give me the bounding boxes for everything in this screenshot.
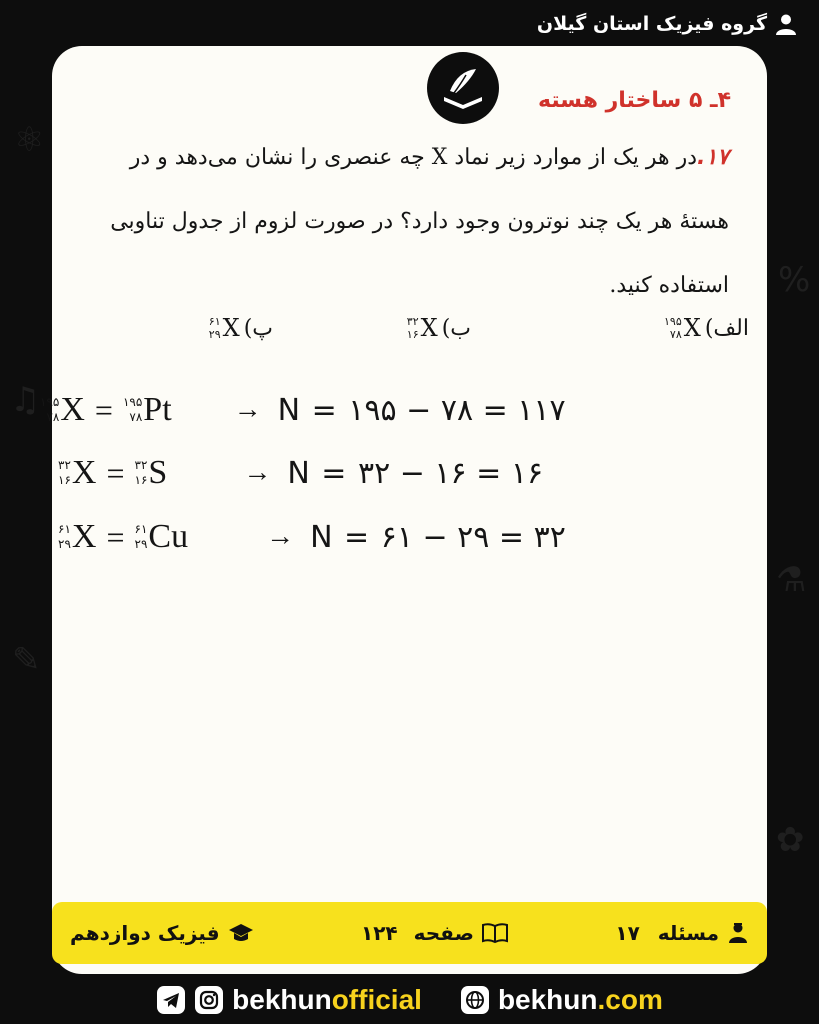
handle-accent: official xyxy=(331,984,422,1015)
arrow-icon: → xyxy=(266,521,295,552)
mass-number: ۶۱ xyxy=(208,315,221,328)
content-card xyxy=(40,46,767,974)
telegram-icon[interactable] xyxy=(156,985,186,1015)
page-label: صفحه xyxy=(413,921,474,945)
option-label: الف) xyxy=(704,315,749,341)
site-accent: .com xyxy=(597,984,663,1015)
option-label: پ) xyxy=(243,315,273,341)
nuclide-notation xyxy=(209,314,240,342)
solution-row xyxy=(58,454,543,492)
arrow-icon: → xyxy=(243,457,272,488)
background-doodle: ⚗ xyxy=(776,560,807,600)
neutron-expression: N = ۱۹۵ − ۷۸ = ۱۱۷ xyxy=(277,392,566,428)
footer-bar xyxy=(52,902,767,964)
background-doodle: ♫ xyxy=(10,380,41,420)
element-symbol: X xyxy=(71,518,97,555)
page-number: ۱۲۴ xyxy=(361,921,398,945)
option-alef xyxy=(664,314,749,342)
question-text xyxy=(89,126,729,318)
atomic-number: ۲۹ xyxy=(208,328,221,341)
option-be xyxy=(407,314,471,342)
atomic-number: ۲۹ xyxy=(134,537,148,551)
element-symbol: X xyxy=(420,314,438,342)
social-handle[interactable] xyxy=(156,984,422,1016)
instagram-icon[interactable] xyxy=(194,985,224,1015)
atomic-number: ۷۸ xyxy=(129,410,143,424)
mass-number: ۳۲ xyxy=(58,458,71,472)
social-bar xyxy=(0,980,819,1020)
atomic-number: ۷۸ xyxy=(46,410,60,424)
option-pe xyxy=(209,314,273,342)
mass-number: ۱۹۵ xyxy=(664,315,682,328)
book-info xyxy=(70,921,254,945)
element-symbol: X xyxy=(222,314,240,342)
mass-number: ۱۹۵ xyxy=(40,395,60,409)
site-main: bekhun xyxy=(497,984,598,1015)
question-number: ۱۷. xyxy=(697,145,729,170)
bekhun-logo-icon xyxy=(427,52,499,124)
equals-sign: = xyxy=(106,518,125,555)
element-symbol: X xyxy=(71,454,97,491)
handle-main: bekhun xyxy=(232,984,332,1015)
atomic-number: ۱۶ xyxy=(406,328,419,341)
mass-number: ۶۱ xyxy=(134,522,148,536)
solution-row xyxy=(58,518,566,556)
nuclide-notation xyxy=(664,314,701,342)
mass-number: ۳۲ xyxy=(406,315,419,328)
option-label: ب) xyxy=(441,315,471,341)
element-symbol: Pt xyxy=(143,391,172,428)
neutron-expression: N = ۳۲ − ۱۶ = ۱۶ xyxy=(287,455,544,491)
book-title: فیزیک دوازدهم xyxy=(70,921,220,945)
question-body: در هر یک از موارد زیر نماد X چه عنصری را نشان می‌دهد و در هستهٔ هر یک چند نوترون وجود دارد؟ در صورت لزوم از جدول تناوبی استفاده کنید. xyxy=(110,145,729,298)
equals-sign: = xyxy=(106,454,125,491)
background-doodle: % xyxy=(778,260,811,300)
mass-number: ۶۱ xyxy=(58,522,71,536)
equals-sign: = xyxy=(94,391,113,428)
atomic-number: ۱۶ xyxy=(58,473,71,487)
globe-icon xyxy=(460,985,490,1015)
element-symbol: S xyxy=(148,454,168,491)
user-icon xyxy=(775,13,797,35)
element-symbol: X xyxy=(683,314,701,342)
nuclide-notation xyxy=(407,314,438,342)
element-symbol: Cu xyxy=(148,518,189,555)
graduation-cap-icon xyxy=(228,922,254,944)
open-book-icon xyxy=(482,922,508,944)
background-doodle: ⚛ xyxy=(14,120,45,160)
background-doodle: ✿ xyxy=(776,820,805,860)
mass-number: ۱۹۵ xyxy=(122,395,143,409)
header-title: گروه فیزیک استان گیلان xyxy=(536,13,767,35)
solution-row xyxy=(40,391,566,429)
section-title: ۴ـ ۵ ساختار هسته xyxy=(537,88,731,113)
header xyxy=(537,6,797,42)
mass-number: ۳۲ xyxy=(134,458,148,472)
element-symbol: X xyxy=(60,391,85,428)
problem-number: ۱۷ xyxy=(615,921,640,945)
atomic-number: ۲۹ xyxy=(58,537,71,551)
page-info xyxy=(361,921,508,945)
arrow-icon: → xyxy=(233,394,262,425)
background-doodle: ✎ xyxy=(12,640,41,680)
atomic-number: ۱۶ xyxy=(134,473,148,487)
website-link[interactable] xyxy=(460,984,663,1016)
problem-info xyxy=(615,921,749,945)
problem-label: مسئله xyxy=(657,921,719,945)
atomic-number: ۷۸ xyxy=(669,328,682,341)
student-icon xyxy=(727,922,749,944)
neutron-expression: N = ۶۱ − ۲۹ = ۳۲ xyxy=(310,519,566,555)
